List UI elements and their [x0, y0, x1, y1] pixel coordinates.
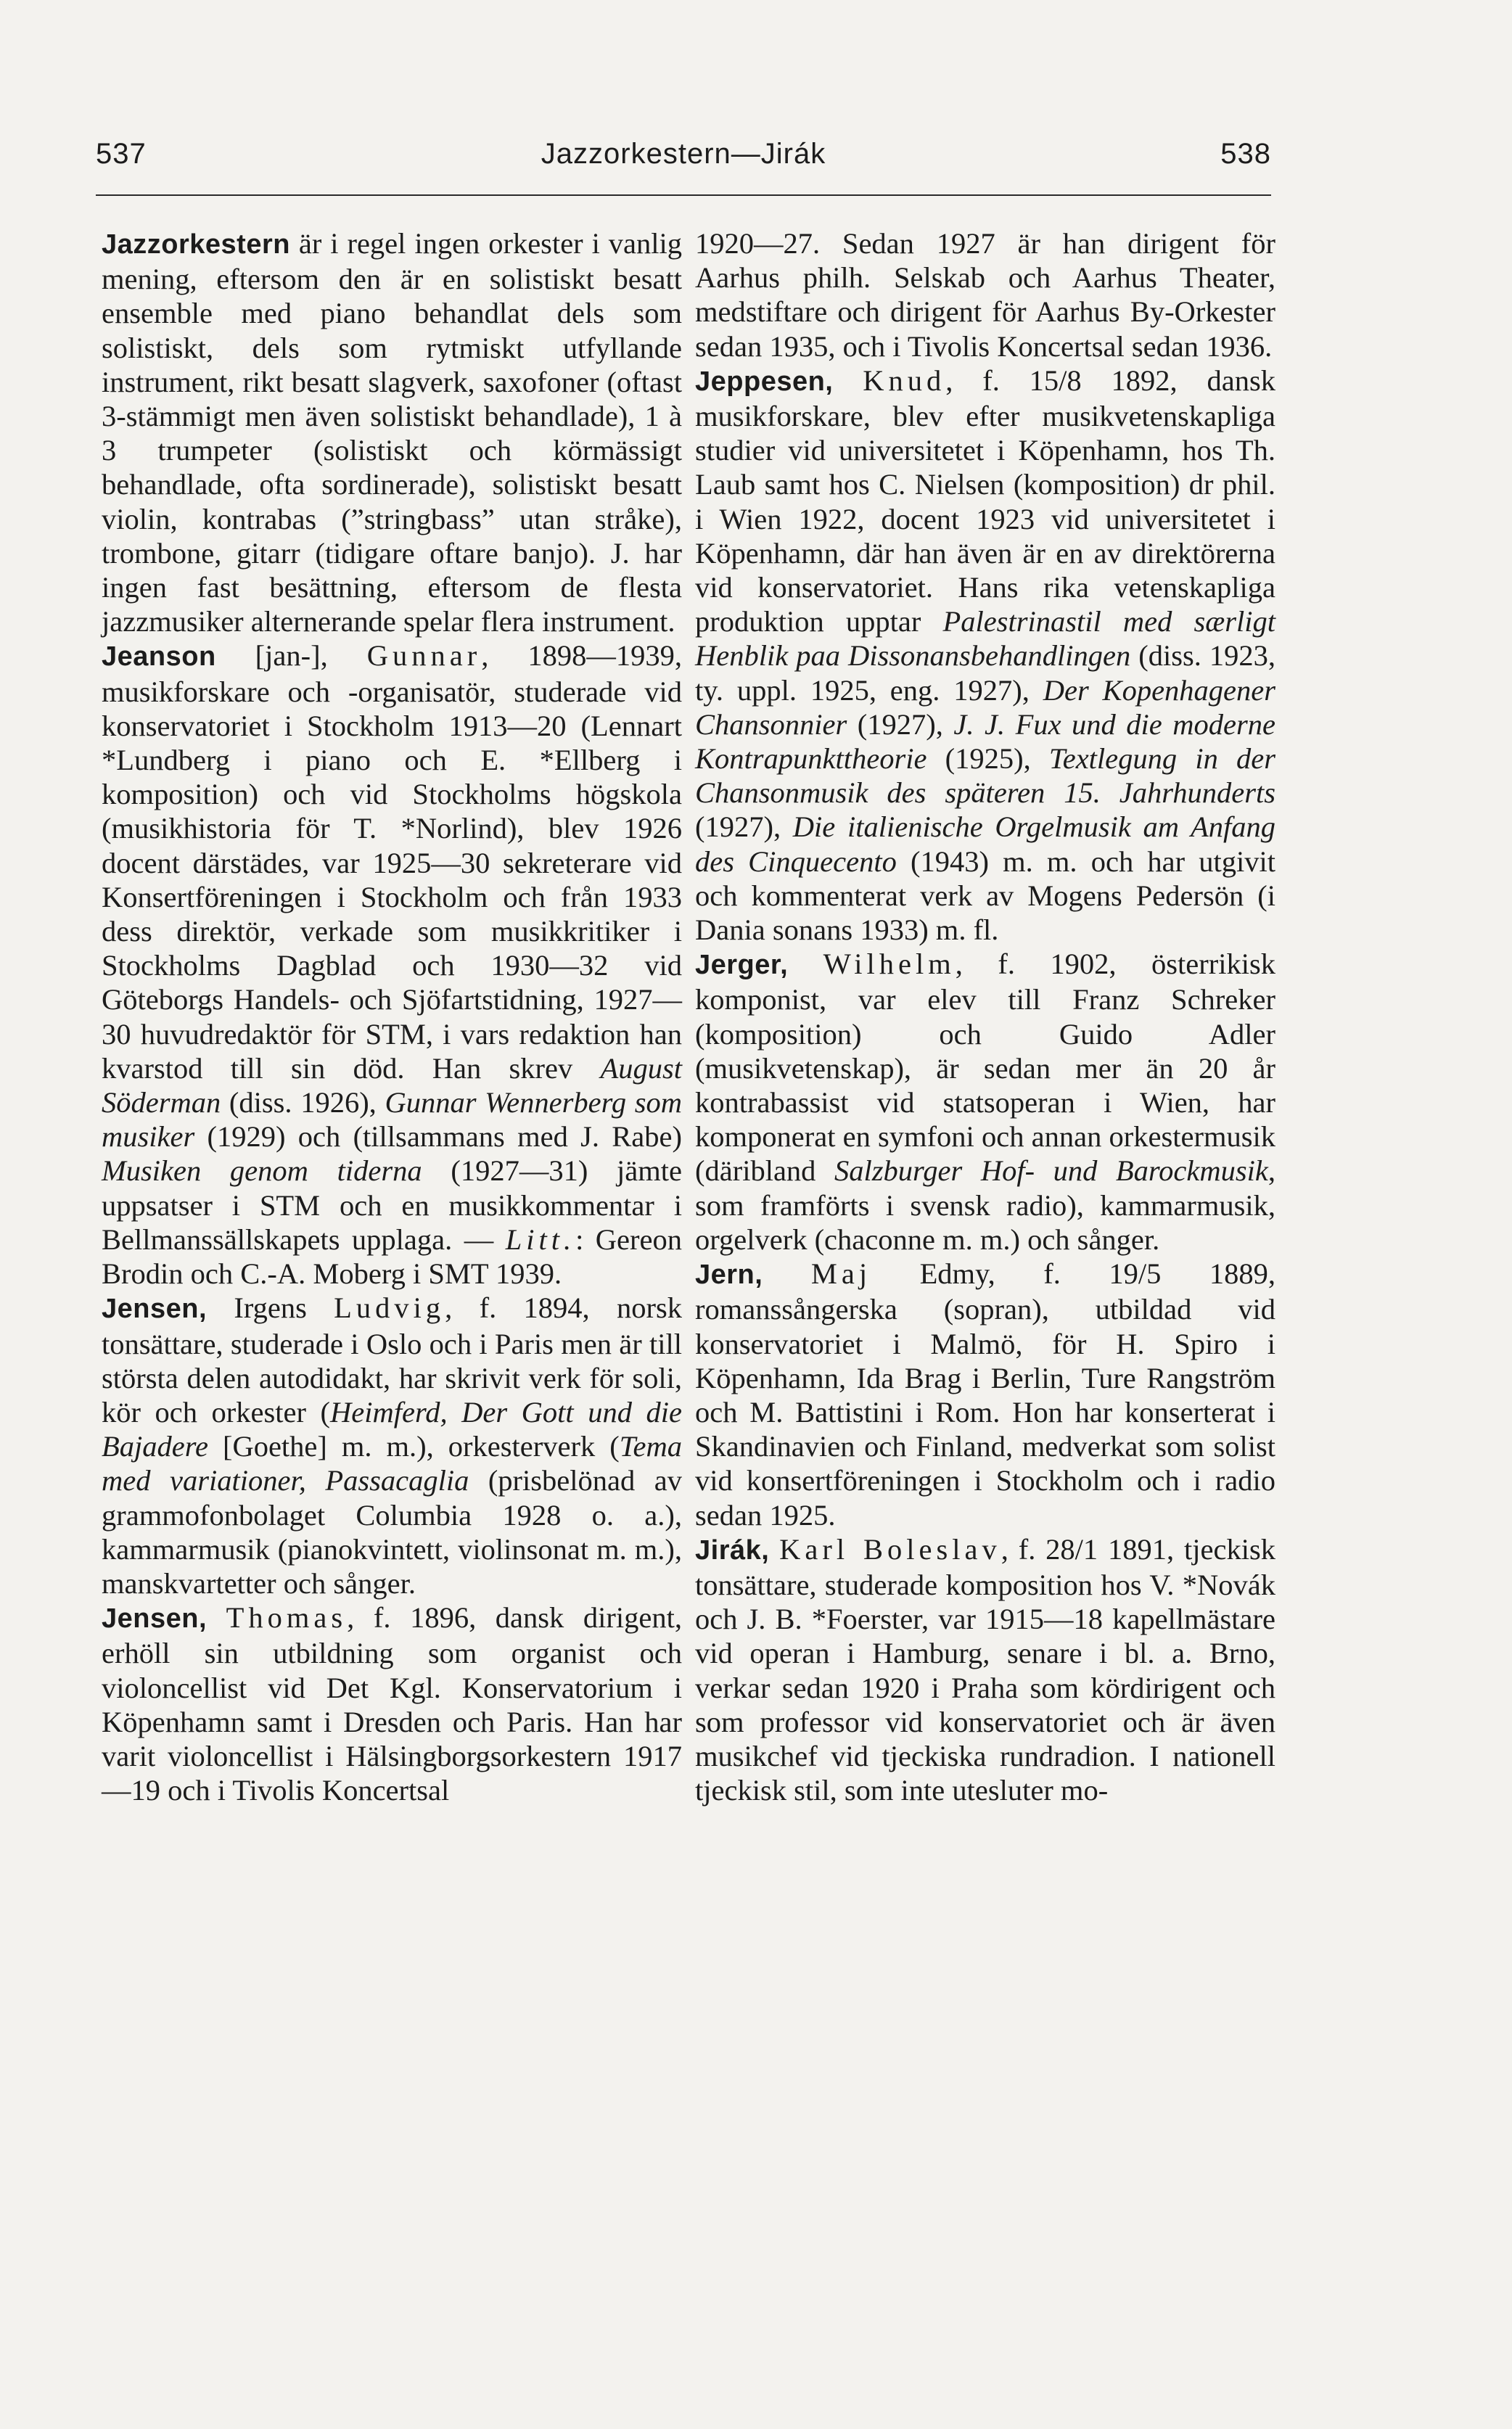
entry-text: , 1898—1939, musikforskare och -organisatör, studerade vid konservatoriet i Stockholm 1913—20 (Lennart *Lundberg i piano och E. *Ellberg i komposition) och vid Stockholms högskola (musikhistoria för T. *Norlind), blev 1926 docent därstädes, var 1925—30 sekreterare vid Konsertföreningen i Stockholm och från 1933 dess direktör, verkade som musikkritiker i Stockholms Dagblad och 1930—32 vid Göteborgs Handels- och Sjöfartstidning, 1927—30 huvudredaktör för STM, i vars redaktion han kvarstod till sin död. Han skrev: [102, 639, 682, 1085]
entry-headword: Jensen,: [102, 1603, 208, 1635]
entry-jirak: [695, 1532, 1275, 1808]
entry-text: (1929) och (tillsammans med J. Rabe): [194, 1120, 682, 1154]
entry-text: , f. 1896, dansk dirigent, erhöll sin utbildning som organist och violoncellist vid Det Kgl. Konservatorium i Köpenhamn samt i Dresden och Paris. Han har varit violoncellist i Hälsingborgsorkestern 1917—19 och i Tivolis Koncertsal: [102, 1601, 682, 1807]
entry-text: [jan-],: [215, 639, 367, 673]
entry-text: Edmy, f. 19/5 1889, romanssångerska (sopran), utbildad vid konservatoriet i Malmö, för H. Spiro i Köpenhamn, Ida Brag i Berlin, Ture Rangström och M. Battistini i Rom. Hon har konserterat i Skandinavien och Finland, medverkat som solist vid konsertföreningen i Stockholm och i radio sedan 1925.: [695, 1257, 1276, 1532]
work-title: Palestrinastil med særligt Henblik paa Dissonansbehandlingen: [695, 605, 1275, 673]
entry-headword: Jazzorkestern: [102, 229, 290, 260]
entry-text: , f. 1894, norsk tonsättare, studerade i Oslo och i Paris men är till största delen autodidakt, har skrivit verk för soli, kör och orkester (: [102, 1291, 682, 1429]
work-title: Gunnar Wennerberg som musiker: [102, 1086, 683, 1154]
running-head: Jazzorkestern—Jirák: [541, 138, 826, 170]
left-column: [102, 226, 682, 1807]
entry-jeanson: [102, 638, 682, 1291]
entry-text: [769, 1533, 779, 1566]
entry-given-name: Ludvig: [334, 1291, 445, 1325]
entry-text: (1925),: [926, 742, 1049, 776]
work-title: August Söderman: [102, 1051, 682, 1119]
entry-text: , som framförts i svensk radio), kammarmusik, orgelverk (chaconne m. m.) och sånger.: [695, 1154, 1275, 1256]
entry-given-name: Maj: [810, 1257, 872, 1291]
entry-text: (1943) m. m. och har utgivit och kommenterat verk av Mogens Pedersön (i Dania sonans 1933) m. fl.: [695, 844, 1275, 947]
entry-text: (diss. 1926),: [221, 1086, 385, 1119]
page-number-right: 538: [1220, 138, 1271, 170]
entry-given-name: Gunnar: [366, 639, 482, 673]
work-title: J. J. Fux und die moderne Kontrapunkttheorie: [695, 707, 1275, 776]
entry-text: [788, 948, 823, 980]
entry-text: (1927—31) jämte uppsatser i STM och en musikkommentar i Bellmanssällskapets upplaga. —: [102, 1154, 683, 1256]
work-title: Salzburger Hof- und Barockmusik: [834, 1154, 1268, 1188]
header-rule: [96, 194, 1271, 196]
entry-text: : Gereon Brodin och C.-A. Moberg i SMT 1939.: [102, 1222, 682, 1291]
right-column: [695, 226, 1275, 1807]
entry-text: (diss. 1923, ty. uppl. 1925, eng. 1927),: [695, 639, 1275, 707]
entry-headword: Jern,: [695, 1259, 763, 1291]
entry-headword: Jirák,: [695, 1534, 770, 1566]
entry-text: (prisbelönad av grammofonbolaget Columbia 1928 o. a.), kammarmusik (pianokvintett, violinsonat m. m.), manskvartetter och sånger.: [102, 1464, 682, 1600]
entry-headword: Jeanson: [102, 641, 216, 673]
entry-text: är i regel ingen orkester i vanlig mening, eftersom den är en solistiskt besatt ensemble med piano behandlat dels som solistiskt, dels som rytmiskt utfyllande instrument, rikt besatt slagverk, saxofoner (oftast 3-stämmigt men även solistiskt behandlade), 1 à 3 trumpeter (solistiskt och körmässigt behandlade, ofta sordinerade), solistiskt besatt violin, kontrabas (”stringbass” utan stråke), trombone, gitarr (tidigare oftare banjo). J. har ingen fast besättning, eftersom de flesta jazzmusiker alternerande spelar flera instrument.: [102, 227, 682, 638]
entry-text: (1927),: [847, 707, 954, 741]
entry-text: (1927),: [695, 810, 793, 844]
entry-text: , f. 28/1 1891, tjeckisk tonsättare, studerade komposition hos V. *Novák och J. B. *Foerster, var 1915—18 kapellmästare vid operan i Hamburg, senare i bl. a. Brno, verkar sedan 1920 i Praha som kördirigent och som professor vid konservatoriet och är även musikchef vid tjeckiska rundradion. I nationell tjeckisk stil, som inte utesluter mo-: [695, 1532, 1275, 1807]
entry-headword: Jensen,: [102, 1294, 208, 1325]
entry-given-name: Knud: [863, 363, 946, 397]
entry-headword: Jerger,: [695, 950, 789, 981]
entry-text: [763, 1257, 811, 1290]
entry-text: [833, 364, 863, 397]
entry-jern: [695, 1257, 1275, 1532]
entry-headword: Jeppesen,: [695, 366, 834, 397]
work-title: Tema med variationer, Passacaglia: [102, 1430, 682, 1497]
entry-jeppesen: [695, 363, 1275, 947]
page-number-left: 537: [96, 138, 147, 170]
entry-given-name: Wilhelm: [823, 948, 956, 981]
literature-label: Litt.: [505, 1222, 576, 1256]
work-title: Die italienische Orgelmusik am Anfang des Cinquecento: [695, 810, 1275, 878]
entry-given-name: Karl Boleslav: [779, 1532, 1001, 1566]
entry-jazzorkestern: [102, 226, 682, 638]
work-title: Der Kopenhagener Chansonnier: [695, 673, 1276, 741]
work-title: Heimferd, Der Gott und die Bajadere: [102, 1395, 682, 1463]
entry-jerger: [695, 947, 1275, 1257]
page-header: [96, 138, 1271, 181]
entry-given-name: Thomas: [226, 1601, 348, 1635]
entry-text: , f. 15/8 1892, dansk musikforskare, blev efter musikvetenskapliga studier vid universitetet i Köpenhamn, hos Th. Laub samt hos C. Nielsen (komposition) dr phil. i Wien 1922, docent 1923 vid universitetet i Köpenhamn, där han även är en av direktörerna vid konservatoriet. Hans rika vetenskapliga produktion upptar: [695, 363, 1275, 638]
entry-jensen-thomas: [102, 1600, 682, 1807]
entry-jensen-thomas-continued: 1920—27. Sedan 1927 är han dirigent för Aarhus philh. Selskab och Aarhus Theater, medstiftare och dirigent för Aarhus By-Orkester sedan 1935, och i Tivolis Koncertsal sedan 1936.: [695, 227, 1275, 363]
entry-text: [207, 1601, 226, 1634]
entry-text: , f. 1902, österrikisk komponist, var elev till Franz Schreker (komposition) och Guido Adler (musikvetenskap), är sedan mer än 20 år kontrabassist vid statsoperan i Wien, har komponerat en symfoni och annan orkestermusik (däribland: [695, 948, 1276, 1188]
entry-text: [Goethe] m. m.), orkesterverk (: [208, 1430, 620, 1463]
work-title: Musiken genom tiderna: [102, 1154, 422, 1188]
work-title: Textlegung in der Chansonmusik des späteren 15. Jahrhunderts: [695, 742, 1275, 810]
entry-text: Irgens: [207, 1291, 334, 1325]
entry-jensen-ludvig: [102, 1291, 682, 1600]
